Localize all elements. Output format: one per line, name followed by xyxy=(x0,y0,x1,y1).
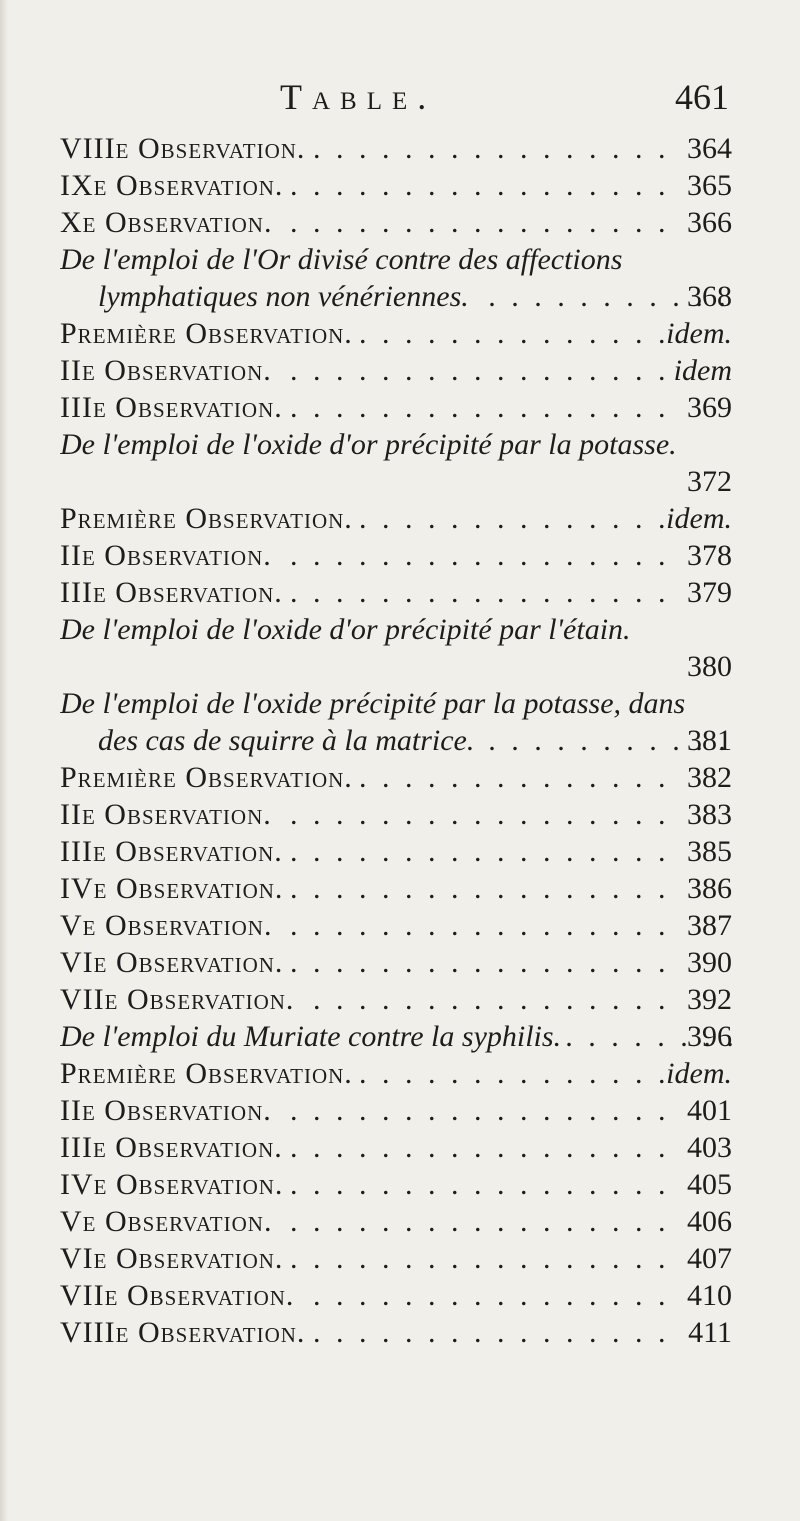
toc-entry-text: De l'emploi du Muriate contre la syphilis. xyxy=(60,1020,567,1053)
toc-entry-page: 410 xyxy=(687,1279,732,1312)
toc-entry xyxy=(0,204,800,241)
toc-entry-label xyxy=(60,1166,670,1203)
toc-entry-page: idem. xyxy=(666,1057,732,1090)
toc-entry-label xyxy=(60,167,670,204)
toc-entry-page: idem. xyxy=(666,317,732,350)
toc-entry-page: idem xyxy=(673,354,732,387)
toc-entry xyxy=(0,352,800,389)
toc-entry xyxy=(0,1240,800,1277)
toc-entry-text: Ve Observation. xyxy=(60,1205,278,1238)
toc-entry-label xyxy=(60,1277,670,1314)
toc-entry-label xyxy=(60,981,670,1018)
toc-entry-text: Première Observation. xyxy=(60,502,359,535)
toc-entry-label xyxy=(60,352,670,389)
toc-entry xyxy=(0,278,800,315)
running-title: Table. xyxy=(280,77,437,117)
toc-entry-label xyxy=(60,796,670,833)
toc-entry xyxy=(0,1055,800,1092)
toc-entry-label xyxy=(60,574,670,611)
toc-entry-page: 411 xyxy=(688,1316,732,1349)
toc-entry-label xyxy=(60,389,670,426)
toc-entry xyxy=(0,833,800,870)
toc-entry-label xyxy=(60,500,670,537)
toc-entry-label xyxy=(60,833,670,870)
toc-entry-label xyxy=(60,1314,670,1351)
toc-entry-page: 403 xyxy=(687,1131,732,1164)
toc-entry xyxy=(0,537,800,574)
toc-entry-text: VIIIe Observation. xyxy=(60,1316,311,1349)
toc-entry-text: De l'emploi de l'oxide précipité par la potasse, dans xyxy=(60,687,691,720)
toc-entry xyxy=(0,1314,800,1351)
toc-entry-label xyxy=(60,907,670,944)
toc-entry-page: 369 xyxy=(687,391,732,424)
toc-entry-text: IXe Observation. xyxy=(60,169,289,202)
toc-entry xyxy=(0,1129,800,1166)
toc-entry-text: Première Observation. xyxy=(60,761,359,794)
toc-entry xyxy=(0,241,800,278)
toc-entry xyxy=(0,944,800,981)
toc-entry-page: 390 xyxy=(687,946,732,979)
toc-entry xyxy=(0,500,800,537)
toc-entry-page: 383 xyxy=(687,798,732,831)
toc-entry-text: IIIe Observation. xyxy=(60,576,289,609)
toc-entry-page: 382 xyxy=(687,761,732,794)
toc-entry-label xyxy=(60,426,732,463)
toc-entry-label xyxy=(98,278,732,315)
toc-entry-text: De l'emploi de l'oxide d'or précipité par l'étain. xyxy=(60,613,637,646)
toc-entry-page: 364 xyxy=(687,132,732,165)
toc-entry-text: De l'emploi de l'Or divisé contre des affections xyxy=(60,243,628,276)
toc-entry xyxy=(0,648,800,685)
toc-entry-text: VIIe Observation. xyxy=(60,1279,300,1312)
toc-entry-label xyxy=(60,1129,670,1166)
toc-entry-page: 386 xyxy=(687,872,732,905)
toc-entry xyxy=(0,722,800,759)
toc-entry-page: 366 xyxy=(687,206,732,239)
toc-entry-page: 401 xyxy=(687,1094,732,1127)
toc-entry-label xyxy=(60,1203,670,1240)
toc-entry-text: IVe Observation. xyxy=(60,872,289,905)
toc-entry-text: IIIe Observation. xyxy=(60,391,289,424)
toc-entry-label xyxy=(60,870,670,907)
toc-entry xyxy=(0,981,800,1018)
toc-entry-text: VIe Observation. xyxy=(60,946,289,979)
toc-entry-page: 407 xyxy=(687,1242,732,1275)
toc-entry-page: 368 xyxy=(687,280,732,313)
toc-entry-page: 385 xyxy=(687,835,732,868)
toc-entry-label xyxy=(60,1055,670,1092)
toc-entry-text: IVe Observation. xyxy=(60,1168,289,1201)
toc-entry-text: De l'emploi de l'oxide d'or précipité par la potasse. xyxy=(60,428,683,461)
toc-entry xyxy=(0,315,800,352)
toc-entry-label xyxy=(60,611,732,648)
toc-entry-page: 396 xyxy=(687,1020,732,1053)
page-number: 461 xyxy=(675,77,729,117)
table-of-contents xyxy=(0,130,800,1351)
toc-entry-text: lymphatiques non vénériennes. xyxy=(98,280,475,313)
toc-entry-text: IIe Observation. xyxy=(60,539,278,572)
toc-entry xyxy=(0,463,800,500)
toc-entry-text: des cas de squirre à la matrice. xyxy=(98,724,480,757)
toc-entry-page: 405 xyxy=(687,1168,732,1201)
toc-entry-label xyxy=(60,1018,732,1055)
toc-entry-label xyxy=(60,204,670,241)
toc-entry-label xyxy=(60,944,670,981)
toc-entry-page: 365 xyxy=(687,169,732,202)
toc-entry xyxy=(0,426,800,463)
toc-entry xyxy=(0,167,800,204)
toc-entry-label xyxy=(60,685,732,722)
toc-entry-text: IIe Observation. xyxy=(60,1094,278,1127)
toc-entry-page: 380 xyxy=(687,650,732,683)
toc-entry-text: Xe Observation. xyxy=(60,206,278,239)
toc-entry-page: 379 xyxy=(687,576,732,609)
toc-entry-text: IIe Observation. xyxy=(60,354,278,387)
toc-entry xyxy=(0,796,800,833)
toc-entry-page: 406 xyxy=(687,1205,732,1238)
toc-entry-text: VIe Observation. xyxy=(60,1242,289,1275)
running-header xyxy=(0,76,800,126)
toc-entry-label xyxy=(60,241,732,278)
toc-entry-page: idem. xyxy=(666,502,732,535)
toc-entry-page: 378 xyxy=(687,539,732,572)
toc-entry-page: 392 xyxy=(687,983,732,1016)
toc-entry-label xyxy=(60,759,670,796)
toc-entry xyxy=(0,759,800,796)
toc-entry-text: VIIIe Observation. xyxy=(60,132,311,165)
toc-entry xyxy=(0,907,800,944)
toc-entry-page: 372 xyxy=(687,465,732,498)
toc-entry-text: IIIe Observation. xyxy=(60,1131,289,1164)
toc-entry-label xyxy=(60,537,670,574)
toc-entry-label xyxy=(60,1240,670,1277)
toc-entry-text: VIIe Observation. xyxy=(60,983,300,1016)
toc-entry xyxy=(0,130,800,167)
toc-entry-page: 387 xyxy=(687,909,732,942)
toc-entry-label xyxy=(60,315,670,352)
toc-entry-label xyxy=(60,1092,670,1129)
toc-entry xyxy=(0,1018,800,1055)
toc-entry xyxy=(0,389,800,426)
toc-entry xyxy=(0,1277,800,1314)
toc-entry-text: Première Observation. xyxy=(60,1057,359,1090)
toc-entry xyxy=(0,611,800,648)
toc-entry-page: 381 xyxy=(687,724,732,757)
toc-entry-text: Première Observation. xyxy=(60,317,359,350)
toc-entry xyxy=(0,685,800,722)
toc-entry xyxy=(0,1166,800,1203)
toc-entry-label xyxy=(60,130,670,167)
toc-entry-label xyxy=(98,722,732,759)
toc-entry xyxy=(0,1092,800,1129)
toc-entry xyxy=(0,870,800,907)
toc-entry xyxy=(0,1203,800,1240)
toc-entry xyxy=(0,574,800,611)
toc-entry-text: Ve Observation. xyxy=(60,909,278,942)
toc-entry-text: IIIe Observation. xyxy=(60,835,289,868)
toc-entry-text: IIe Observation. xyxy=(60,798,278,831)
